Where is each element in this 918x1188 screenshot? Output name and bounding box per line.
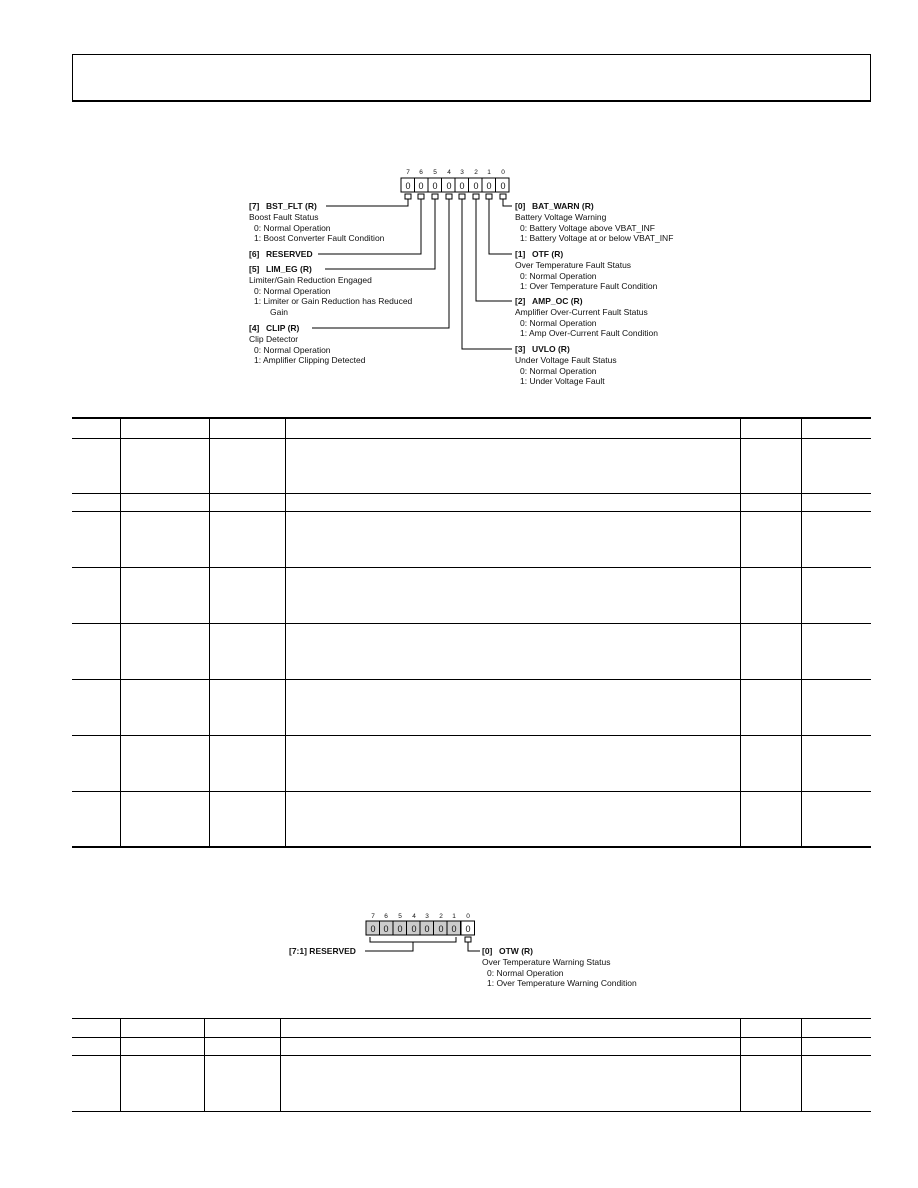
leader-line-bit3 [462, 199, 512, 349]
svg-text:1: Under Voltage Fault: 1: Under Voltage Fault [520, 376, 605, 386]
field-bit7 [249, 201, 385, 243]
svg-text:1: Battery Voltage at or belo: 1: Battery Voltage at or below VBAT_INF [520, 233, 674, 243]
svg-text:0: Normal Operation: 0: Normal Operation [254, 286, 331, 296]
bit-number: 6 [384, 913, 388, 920]
table-row [72, 567, 871, 623]
field-bit3 [515, 344, 617, 386]
field-bit4 [249, 323, 366, 365]
bit-number: 7 [406, 169, 410, 176]
reset-value: 0 [411, 924, 417, 934]
table-row [72, 438, 871, 493]
svg-text:0: Normal Operation: 0: Normal Operation [520, 271, 597, 281]
leader-line-bit0 [503, 199, 512, 206]
bit-number: 3 [460, 169, 464, 176]
reset-value: 0 [383, 924, 389, 934]
svg-text:Over Temperature Fault Status: Over Temperature Fault Status [515, 260, 632, 270]
svg-text:1: Boost Converter Fault Cond: 1: Boost Converter Fault Condition [254, 233, 385, 243]
svg-text:Amplifier Over-Current Fault S: Amplifier Over-Current Fault Status [515, 307, 648, 317]
svg-text:[0]: [0] [515, 201, 526, 211]
reset-value: 0 [451, 924, 457, 934]
table-row [72, 511, 871, 567]
svg-text:[7]: [7] [249, 201, 260, 211]
table-row [72, 735, 871, 791]
reset-value: 0 [438, 924, 444, 934]
svg-text:Battery Voltage Warning: Battery Voltage Warning [515, 212, 607, 222]
svg-text:Over Temperature Warning Statu: Over Temperature Warning Status [482, 957, 611, 967]
svg-text:1: Over Temperature Warning C: 1: Over Temperature Warning Condition [487, 978, 637, 988]
svg-text:LIM_EG (R): LIM_EG (R) [266, 264, 312, 274]
table-row [72, 1038, 871, 1056]
register-2-bit-table [72, 1018, 871, 1112]
table-row [72, 679, 871, 735]
svg-text:[4]: [4] [249, 323, 260, 333]
reset-value: 0 [486, 181, 492, 191]
table-row [72, 1056, 871, 1112]
svg-text:0: Normal Operation: 0: Normal Operation [487, 968, 564, 978]
field-bit5 [249, 264, 413, 317]
bit-number: 3 [425, 913, 429, 920]
svg-text:Clip Detector: Clip Detector [249, 334, 299, 344]
table-row [72, 791, 871, 847]
field-bit0 [515, 201, 673, 243]
svg-text:Boost Fault Status: Boost Fault Status [249, 212, 319, 222]
leader-line-bit1 [489, 199, 512, 254]
svg-text:0: Normal Operation: 0: Normal Operation [254, 345, 331, 355]
svg-text:0: Normal Operation: 0: Normal Operation [520, 366, 597, 376]
reset-value: 0 [459, 181, 465, 191]
table-row [72, 623, 871, 679]
svg-text:Limiter/Gain Reduction Engaged: Limiter/Gain Reduction Engaged [249, 275, 372, 285]
svg-text:1: Limiter or Gain Reduction: 1: Limiter or Gain Reduction has Reduced [254, 296, 413, 306]
bit-number: 0 [501, 169, 505, 176]
svg-text:0: Normal Operation: 0: Normal Operation [520, 318, 597, 328]
svg-text:[2]: [2] [515, 296, 526, 306]
leader-line-bit6 [318, 199, 421, 254]
table-row [72, 493, 871, 511]
reset-value: 0 [418, 181, 424, 191]
table-header-row [72, 418, 871, 438]
bit-number: 7 [371, 913, 375, 920]
field-bit2 [515, 296, 658, 338]
svg-text:Gain: Gain [270, 307, 288, 317]
bit-number: 0 [466, 913, 470, 920]
reset-value: 0 [465, 924, 471, 934]
svg-text:BST_FLT (R): BST_FLT (R) [266, 201, 317, 211]
reset-value: 0 [473, 181, 479, 191]
svg-text:1: Over Temperature Fault Con: 1: Over Temperature Fault Condition [520, 281, 658, 291]
register-1-bit-table [72, 417, 871, 848]
svg-text:1: Amplifier Clipping Detecte: 1: Amplifier Clipping Detected [254, 355, 366, 365]
svg-text:[0]: [0] [482, 946, 493, 956]
bit-number: 4 [412, 913, 416, 920]
reset-value: 0 [405, 181, 411, 191]
svg-text:OTF (R): OTF (R) [532, 249, 564, 259]
bit-number: 1 [487, 169, 491, 176]
svg-text:0: Normal Operation: 0: Normal Operation [254, 223, 331, 233]
reset-value: 0 [370, 924, 376, 934]
bit-number: 2 [439, 913, 443, 920]
svg-text:CLIP (R): CLIP (R) [266, 323, 300, 333]
reset-value: 0 [500, 181, 506, 191]
reset-value: 0 [397, 924, 403, 934]
svg-text:0: Battery Voltage above VBAT: 0: Battery Voltage above VBAT_INF [520, 223, 655, 233]
svg-text:UVLO (R): UVLO (R) [532, 344, 570, 354]
bit-number: 5 [433, 169, 437, 176]
table-header-row [72, 1019, 871, 1038]
svg-text:Under Voltage Fault Status: Under Voltage Fault Status [515, 355, 617, 365]
leader-line-bit4 [312, 199, 449, 328]
svg-text:BAT_WARN (R): BAT_WARN (R) [532, 201, 594, 211]
leader-line-bit7 [326, 199, 408, 206]
svg-text:1: Amp Over-Current Fault Con: 1: Amp Over-Current Fault Condition [520, 328, 658, 338]
svg-text:[6]: [6] [249, 249, 260, 259]
field-bit6 [249, 249, 313, 259]
svg-text:RESERVED: RESERVED [266, 249, 313, 259]
reset-value: 0 [424, 924, 430, 934]
field-bit1 [515, 249, 658, 291]
bit-number: 1 [452, 913, 456, 920]
svg-text:OTW (R): OTW (R) [499, 946, 533, 956]
bit-number: 4 [447, 169, 451, 176]
bit-number: 6 [419, 169, 423, 176]
reset-value: 0 [446, 181, 452, 191]
reserved-label: [7:1] RESERVED [289, 946, 356, 956]
register-2-bitfield-diagram [289, 913, 637, 988]
reset-value: 0 [432, 181, 438, 191]
svg-text:[3]: [3] [515, 344, 526, 354]
svg-text:[1]: [1] [515, 249, 526, 259]
svg-text:[5]: [5] [249, 264, 260, 274]
leader-line-bit2 [476, 199, 512, 301]
bit-number: 2 [474, 169, 478, 176]
bit-number: 5 [398, 913, 402, 920]
svg-text:AMP_OC (R): AMP_OC (R) [532, 296, 583, 306]
